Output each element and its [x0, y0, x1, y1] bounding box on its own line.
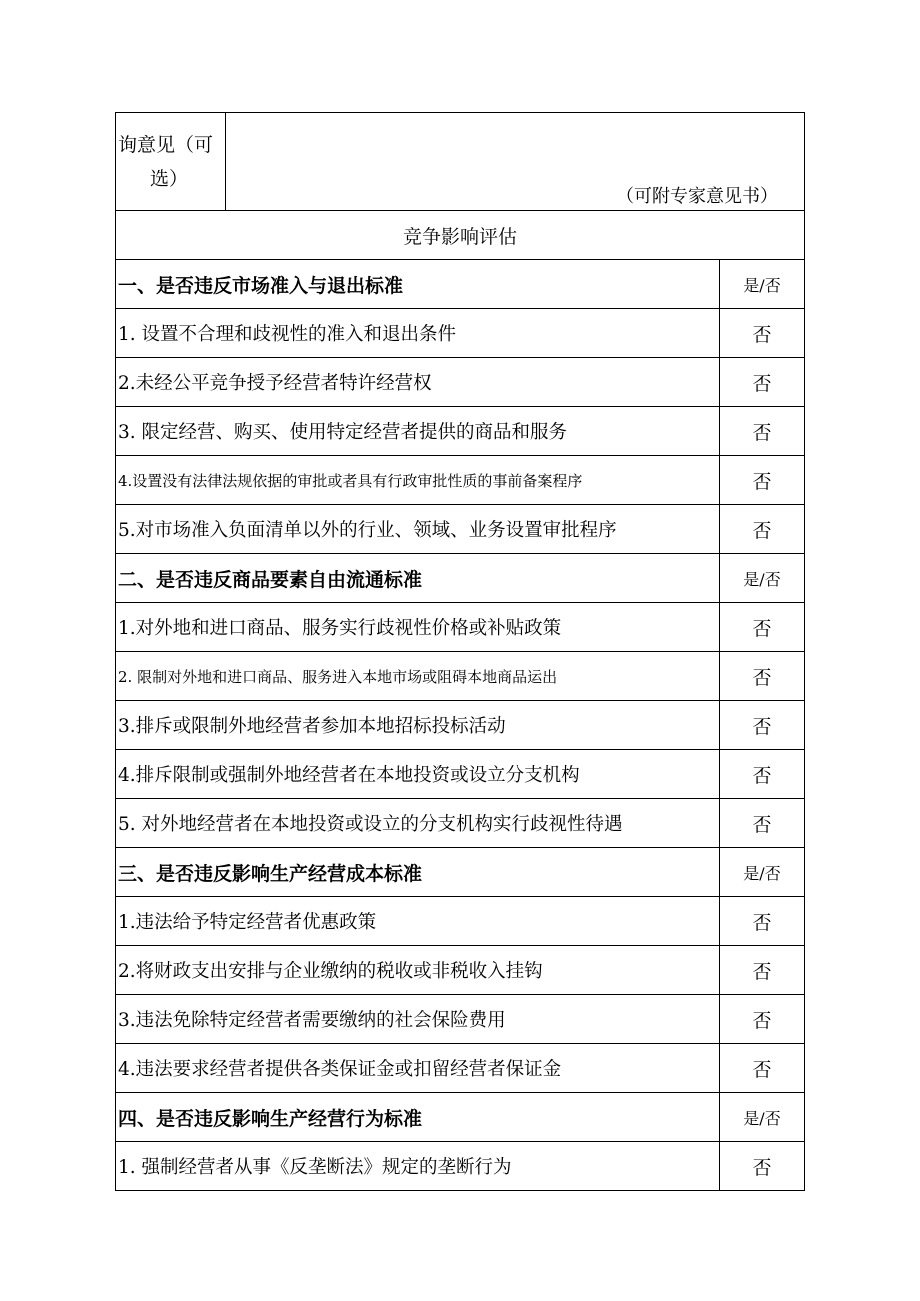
criterion-row	[116, 799, 805, 848]
criterion-text: 2.未经公平竞争授予经营者特许经营权	[116, 358, 720, 407]
criterion-text: 2.将财政支出安排与企业缴纳的税收或非税收入挂钩	[116, 946, 720, 995]
criterion-answer[interactable]: 否	[720, 1142, 805, 1191]
criterion-answer[interactable]: 否	[720, 897, 805, 946]
criterion-row	[116, 946, 805, 995]
expert-opinion-note: （可附专家意见书）	[616, 186, 778, 207]
criterion-text: 1.违法给予特定经营者优惠政策	[116, 897, 720, 946]
criterion-row	[116, 309, 805, 358]
criterion-text: 3.违法免除特定经营者需要缴纳的社会保险费用	[116, 995, 720, 1044]
criterion-text: 4.排斥限制或强制外地经营者在本地投资或设立分支机构	[116, 750, 720, 799]
criterion-row	[116, 603, 805, 652]
answer-column-heading: 是/否	[720, 260, 805, 309]
table-title: 竞争影响评估	[116, 211, 805, 260]
expert-opinion-label-line2: 选）	[150, 167, 189, 190]
assessment-table	[115, 112, 805, 1191]
criterion-text: 5. 对外地经营者在本地投资或设立的分支机构实行歧视性待遇	[116, 799, 720, 848]
section-heading-row	[116, 260, 805, 309]
criterion-answer[interactable]: 否	[720, 750, 805, 799]
criterion-text: 3. 限定经营、购买、使用特定经营者提供的商品和服务	[116, 407, 720, 456]
criterion-text: 2. 限制对外地和进口商品、服务进入本地市场或阻碍本地商品运出	[116, 652, 720, 701]
expert-opinion-label	[116, 113, 226, 211]
section-heading: 二、是否违反商品要素自由流通标准	[116, 554, 720, 603]
criterion-text: 1. 设置不合理和歧视性的准入和退出条件	[116, 309, 720, 358]
criterion-text: 4.违法要求经营者提供各类保证金或扣留经营者保证金	[116, 1044, 720, 1093]
criterion-answer[interactable]: 否	[720, 1044, 805, 1093]
criterion-answer[interactable]: 否	[720, 701, 805, 750]
criterion-row	[116, 407, 805, 456]
criterion-text: 5.对市场准入负面清单以外的行业、领域、业务设置审批程序	[116, 505, 720, 554]
section-heading-row	[116, 1093, 805, 1142]
criterion-row	[116, 701, 805, 750]
criterion-answer[interactable]: 否	[720, 505, 805, 554]
criterion-answer[interactable]: 否	[720, 309, 805, 358]
criterion-answer[interactable]: 否	[720, 407, 805, 456]
expert-opinion-label-line1: 询意见（可	[118, 133, 214, 156]
criterion-text: 1.对外地和进口商品、服务实行歧视性价格或补贴政策	[116, 603, 720, 652]
criterion-answer[interactable]: 否	[720, 358, 805, 407]
criterion-text: 1. 强制经营者从事《反垄断法》规定的垄断行为	[116, 1142, 720, 1191]
criterion-answer[interactable]: 否	[720, 652, 805, 701]
criterion-answer[interactable]: 否	[720, 995, 805, 1044]
answer-column-heading: 是/否	[720, 1093, 805, 1142]
criterion-answer[interactable]: 否	[720, 799, 805, 848]
criterion-row	[116, 1044, 805, 1093]
criterion-row	[116, 897, 805, 946]
criterion-row	[116, 358, 805, 407]
criterion-answer[interactable]: 否	[720, 603, 805, 652]
section-heading: 三、是否违反影响生产经营成本标准	[116, 848, 720, 897]
section-heading-row	[116, 554, 805, 603]
criterion-row	[116, 750, 805, 799]
table-body	[116, 113, 805, 1191]
criterion-text: 3.排斥或限制外地经营者参加本地招标投标活动	[116, 701, 720, 750]
expert-opinion-content[interactable]	[226, 113, 805, 211]
criterion-answer[interactable]: 否	[720, 946, 805, 995]
criterion-text: 4.设置没有法律法规依据的审批或者具有行政审批性质的事前备案程序	[116, 456, 720, 505]
section-heading-row	[116, 848, 805, 897]
criterion-answer[interactable]: 否	[720, 456, 805, 505]
section-heading: 四、是否违反影响生产经营行为标准	[116, 1093, 720, 1142]
expert-opinion-row	[116, 113, 805, 211]
criterion-row	[116, 652, 805, 701]
criterion-row	[116, 995, 805, 1044]
criterion-row	[116, 505, 805, 554]
section-heading: 一、是否违反市场准入与退出标准	[116, 260, 720, 309]
table-title-row	[116, 211, 805, 260]
criterion-row	[116, 1142, 805, 1191]
answer-column-heading: 是/否	[720, 554, 805, 603]
criterion-row	[116, 456, 805, 505]
answer-column-heading: 是/否	[720, 848, 805, 897]
